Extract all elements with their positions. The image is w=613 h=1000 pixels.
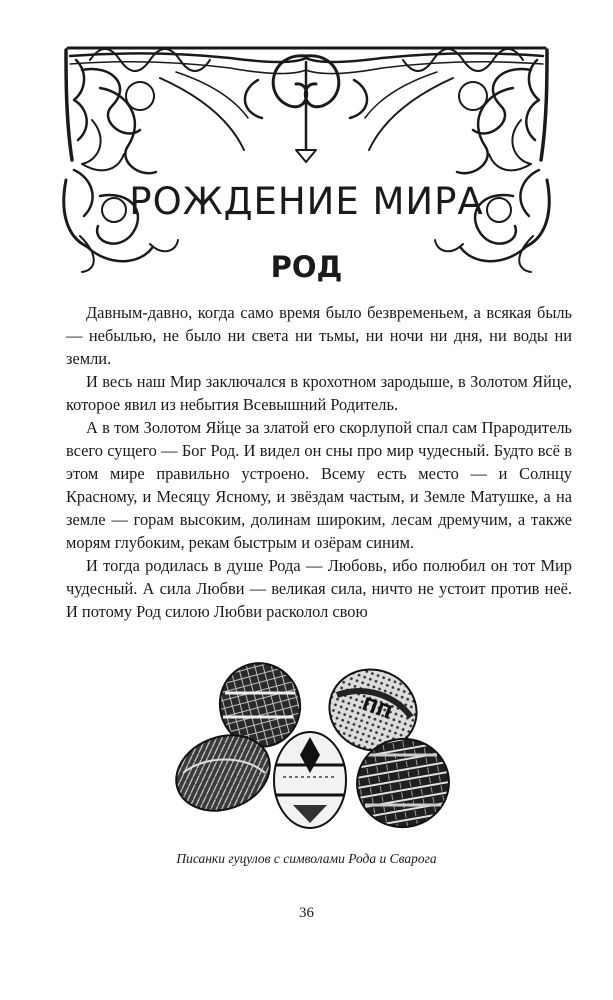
page-number: 36 [299,905,314,921]
paragraph: И тогда родилась в душе Рода — Любовь, ибо полюбил он тот Мир чудесный. А сила Любви — великая сила, ничто не устоит против неё. И потому Род силою Любви расколол свою [66,556,572,621]
pysanky-illustration [165,655,465,845]
svg-text:ПП: ПП [358,693,395,724]
body-text [66,301,572,623]
paragraph: А в том Золотом Яйце за златой его скорлупой спал сам Прародитель всего сущего — Бог Род. И видел он сны про мир чудесный. Будто всё в этом мире правильно устроено. Всему есть место — и Солнцу Красному, и Месяцу Ясному, и звёздам частым, и Земле Матушке, а на земле — горам высоким, долинам широким, лесам дремучим, а также морям глубоким, рекам быстрым и озёрам синим. [66,418,572,552]
paragraph: И весь наш Мир заключался в крохотном зародыше, в Золотом Яйце, которое явил из небытия Всевышний Родитель. [66,372,572,414]
paragraph: Давным-давно, когда само время было безвременьем, а всякая быль — небылью, не было ни света ни тьмы, ни ночи ни дня, ни воды ни земли. [66,303,572,368]
chapter-title: РОЖДЕНИЕ МИРА [129,180,484,223]
figure-caption: Писанки гуцулов с символами Рода и Сварога [176,851,437,866]
chapter-subtitle: РОД [270,250,343,284]
